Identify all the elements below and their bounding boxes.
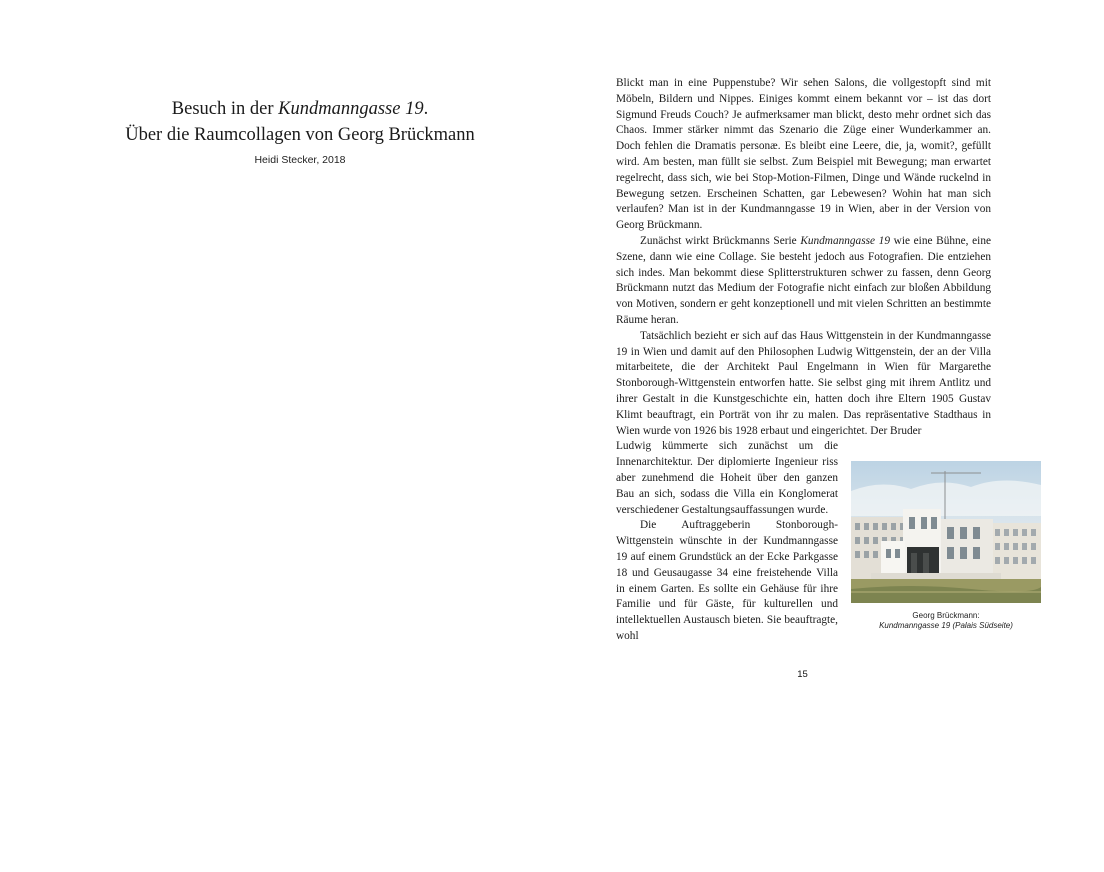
caption-artist: Georg Brückmann: <box>912 611 980 620</box>
palais-photo <box>851 461 1041 603</box>
title-line1-prefix: Besuch in der <box>171 99 279 119</box>
title-line2: Über die Raumcollagen von Georg Brückmann <box>125 125 475 145</box>
author-byline: Heidi Stecker, 2018 <box>254 154 346 166</box>
caption-title: Kundmanngasse 19 (Palais Südseite) <box>879 621 1013 630</box>
paragraph-2-series-title: Kundmanngasse 19 <box>800 234 890 247</box>
title-line1-italic: Kundmanngasse 19 <box>278 99 424 119</box>
paragraph-4: Die Auftraggeberin Stonborough-Wittgenstein wünschte in der Kundmanngasse 19 auf einem Grundstück an der Ecke Parkgasse 18 und Geusaugasse 34 eine freistehende Villa in einem Garten. Es sollte ein Gehäuse für ihre Familie und für Gäste, für kulturellen und intellektuellen Austausch bieten. Sie beauftragte, wohl <box>616 519 838 642</box>
photo-caption <box>851 611 1041 631</box>
page-number: 15 <box>797 669 808 680</box>
paragraph-2 <box>616 234 991 329</box>
title-line1-suffix: . <box>423 99 429 119</box>
chapter-title <box>80 96 520 148</box>
paragraph-2-start: Zunächst wirkt Brückmanns Serie <box>640 234 801 247</box>
paragraph-1: Blickt man in eine Puppenstube? Wir sehen Salons, die vollgestopft sind mit Möbeln, Bildern und Nippes. Einiges kommt einem bekannt vor – ist das dort Sigmund Freuds Couch? Je aufmerksamer man blickt, desto mehr ordnet sich das Chaos. Immer stärker nimmt das Szenario die Züge einer Wunderkammer an. Doch fehlen die Dramatis personæ. Es bleibt eine Leere, die, ja, womit?, gefüllt wird. Am besten, man füllt sie selbst. Zum Beispiel mit Bewegung; man erwartet regelrecht, dass sich, wie bei Stop-Motion-Filmen, Dinge und Wände ruckelnd in Bewegung setzen. Erscheinen Schatten, gar Lebewesen? Wohin hat man sich verlaufen? Man ist in der Kundmanngasse 19 in Wien, aber in der Version von Georg Brückmann. <box>616 77 991 232</box>
paragraph-3-continued: Ludwig kümmerte sich zunächst um die Innenarchitektur. Der diplomierte Ingenieur riss aber zunehmend die Hoheit über den ganzen Bau an sich, sodass die Villa ein Konglomerat verschiedener Gestaltungsauffassungen wurde. <box>616 440 838 516</box>
chapter-title-block <box>80 96 520 166</box>
paragraph-2-end: wie eine Bühne, eine Szene, dann wie eine Collage. Sie besteht jedoch aus Fotografien. Die entziehen sich indes. Man bekommt diese Splitterstrukturen schwer zu fassen, denn Georg Brückmann nutzt das Medium der Fotografie nicht einfach zur bloßen Abbildung von Motiven, sondern er geht konzeptionell und mit vielen Schritten an bestimmte Räume heran. <box>616 234 991 326</box>
paragraph-3: Tatsächlich bezieht er sich auf das Haus Wittgenstein in der Kundmanngasse 19 in Wien und damit auf den Philosophen Ludwig Wittgenstein, der an der Villa mitarbeitete, die der Architekt Paul Engelmann in Wien für Margarethe Stonborough-Wittgenstein entworfen hatte. Sie selbst ging mit ihrem Antlitz und ihrer Gestalt in die Kunstgeschichte ein, hatten doch ihre Eltern 1905 Gustav Klimt beauftragt, ein Porträt von ihr zu malen. Das repräsentative Stadthaus in Wien wurde von 1926 bis 1928 erbaut und eingerichtet. Der Bruder <box>616 329 991 437</box>
